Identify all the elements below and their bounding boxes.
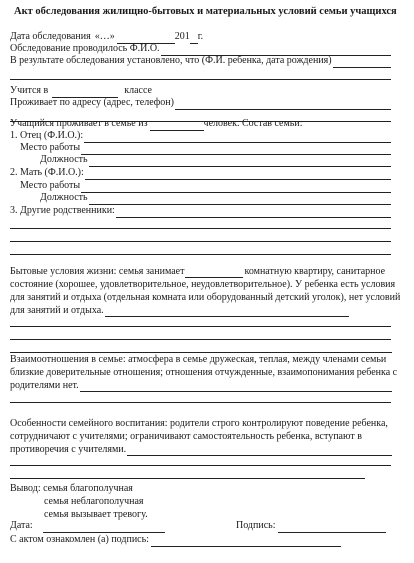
relatives-blank-line-2[interactable] [10, 241, 391, 242]
upbringing-text-1: Особенности семейного воспитания: родители строго контролируют поведение ребенка, [10, 418, 388, 429]
mother-position-line [40, 191, 391, 205]
rooms-field[interactable] [185, 267, 243, 278]
address-field[interactable] [175, 98, 391, 110]
relations-line-3 [10, 379, 392, 392]
relatives-blank-line-3[interactable] [10, 254, 391, 255]
living-line-3 [10, 291, 401, 304]
class-suffix: классе [124, 85, 152, 96]
date-year-prefix: 201 [174, 31, 190, 42]
mother-work-label: Место работы [20, 180, 81, 191]
upbringing-blank-line-1[interactable] [10, 465, 391, 466]
upbringing-text-3: противоречия с учителями. [10, 444, 127, 455]
date-label: Дата обследования [10, 31, 91, 42]
footer-acknowledged [10, 533, 341, 547]
result-label: В результате обследования установлено, что (Ф.И. ребенка, дата рождения) [10, 55, 332, 66]
mother-label: 2. Мать (Ф.И.О.): [10, 167, 84, 178]
upbringing-line-3 [10, 443, 392, 456]
relatives-label: 3. Другие родственники: [10, 205, 115, 216]
living-line-1 [10, 265, 392, 278]
footer-acknowledged-field[interactable] [151, 535, 341, 547]
result-field[interactable] [333, 56, 391, 68]
date-quote: «…» [94, 31, 115, 42]
footer-date [10, 519, 165, 533]
family-count-suffix: человек. Состав семьи: [203, 118, 303, 129]
relatives-blank-line-1[interactable] [10, 228, 391, 229]
mother-line [10, 166, 391, 180]
relations-line-1 [10, 352, 392, 366]
relations-line-2 [10, 366, 398, 379]
document-title: Акт обследования жилищно-бытовых и материальных условий семьи учащихся [14, 6, 397, 17]
mother-position-label: Должность [40, 192, 88, 203]
address-label: Проживает по адресу (адрес, телефон) [10, 97, 174, 108]
footer-signature-label: Подпись: [236, 520, 276, 531]
relations-text-1: Взаимоотношения в семье: атмосфера в семье дружеская, теплая, между членами семьи [10, 354, 387, 365]
father-work-label: Место работы [20, 142, 81, 153]
living-text-2: состояние (хорошее, удовлетворительное, неудовлетворительное). У ребенка есть условия [10, 279, 396, 290]
living-text-4: для занятий и отдыха. [10, 305, 104, 316]
living-line-2 [10, 278, 396, 291]
relations-block [10, 352, 398, 392]
upbringing-line-1 [10, 417, 392, 430]
upbringing-text-2: сотрудничают с учителями; ограничивают самостоятельность ребенка, вступают в [10, 431, 362, 442]
relations-blank-line[interactable] [10, 402, 391, 403]
footer-signature [236, 519, 386, 533]
living-text-3: для занятий и отдыха (отдельная комната или оборудованный детский уголок), нет условий [10, 292, 401, 303]
upbringing-block [10, 417, 392, 456]
living-conditions-block [10, 265, 401, 317]
upbringing-blank-line-2[interactable] [10, 478, 365, 479]
relations-text-2: близкие доверительные отношения; отношения отчужденные, взаимопонимания ребенка с [10, 367, 398, 378]
result-line [10, 54, 391, 68]
footer-signature-field[interactable] [278, 521, 386, 533]
conclusion-line-1 [10, 482, 392, 495]
relatives-field[interactable] [116, 206, 391, 218]
living-blank-line-1[interactable] [10, 326, 391, 327]
relatives-line [10, 204, 391, 218]
conclusion-line-2 [10, 495, 392, 508]
family-count-prefix: Учащийся проживает в семье из [10, 118, 148, 129]
relations-text-3: родителями нет. [10, 380, 79, 391]
father-label: 1. Отец (Ф.И.О.): [10, 130, 84, 141]
father-position-line [40, 153, 391, 167]
conclusion-option-3: семья вызывает тревогу. [44, 509, 148, 520]
result-blank-line[interactable] [10, 79, 391, 80]
conclusion-label: Вывод: семья благополучная [10, 483, 133, 494]
conducted-by-label: Обследование проводилось Ф.И.О. [10, 43, 160, 54]
father-position-label: Должность [40, 154, 88, 165]
living-suffix: комнатную квартиру, санитарное [244, 266, 386, 277]
living-field[interactable] [105, 306, 349, 317]
living-prefix: Бытовые условия жизни: семья занимает [10, 266, 185, 277]
upbringing-field[interactable] [127, 445, 392, 456]
footer-acknowledged-label: С актом ознакомлен (а) подпись: [10, 534, 149, 545]
living-blank-line-2[interactable] [10, 339, 391, 340]
footer-date-label: Дата: [10, 520, 33, 531]
living-line-4 [10, 304, 392, 317]
conclusion-option-2: семья неблагополучная [44, 496, 144, 507]
upbringing-line-2 [10, 430, 392, 443]
footer-date-field[interactable] [43, 521, 165, 533]
address-line [10, 96, 391, 110]
date-year-suffix: г. [197, 31, 204, 42]
class-label: Учится в [10, 85, 49, 96]
conclusion-block [10, 482, 392, 521]
relations-field[interactable] [80, 381, 392, 392]
